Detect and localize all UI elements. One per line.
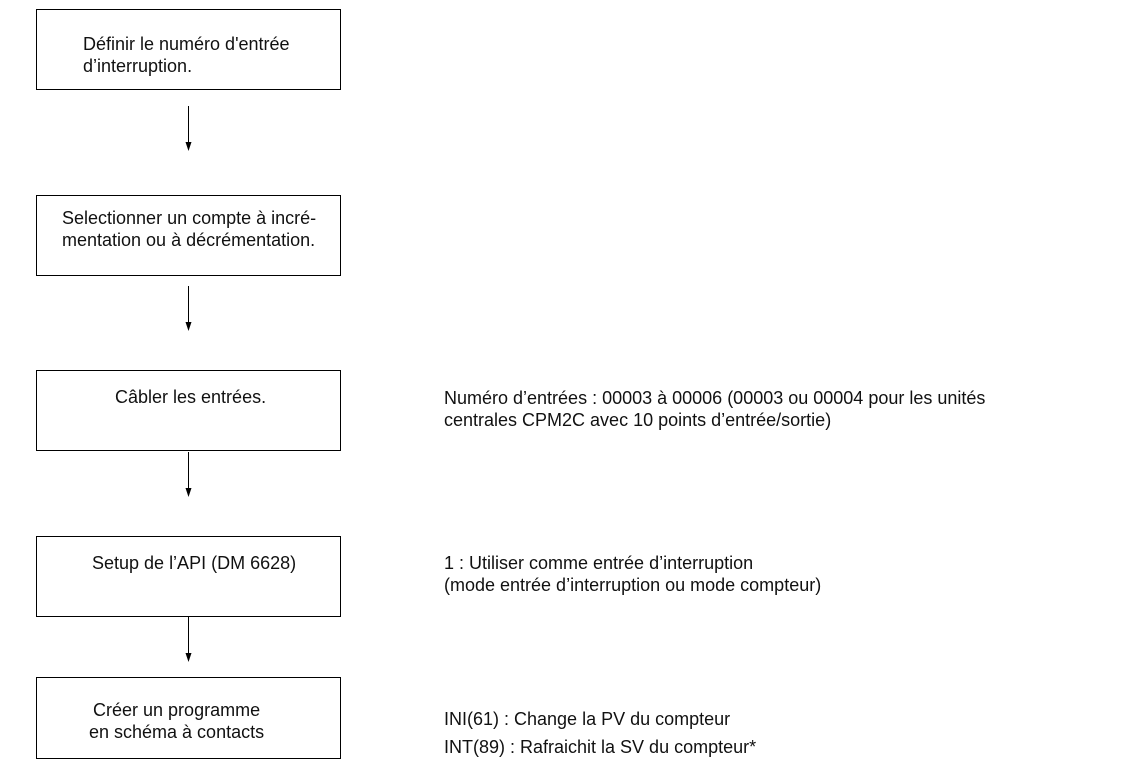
flow-arrow-4 (182, 617, 195, 662)
flow-arrow-3 (182, 452, 195, 497)
step-box-wire-inputs (36, 370, 341, 451)
flow-arrow-2 (182, 286, 195, 331)
step-label-plc-setup: Setup de l’API (DM 6628) (92, 553, 297, 573)
note-program-ini: INI(61) : Change la PV du compteur (444, 709, 731, 729)
step-label-define-interrupt-input: Définir le numéro d'entrée d’interruption. (83, 34, 290, 76)
note-wiring-input-numbers: Numéro d’entrées : 00003 à 00006 (00003 ou 00004 pour les unités centrales CPM2C avec 10 points d’entrée/sortie) (444, 388, 986, 430)
step-box-select-count-direction (36, 195, 341, 276)
step-box-plc-setup (36, 536, 341, 617)
flow-arrow-1 (182, 106, 195, 151)
note-program-int: INT(89) : Rafraichit la SV du compteur* (444, 737, 757, 757)
step-label-wire-inputs: Câbler les entrées. (115, 387, 267, 407)
step-label-select-count-direction: Selectionner un compte à incré- mentation ou à décrémentation. (62, 208, 317, 250)
step-box-create-ladder-program (36, 677, 341, 759)
note-setup-interrupt-mode: 1 : Utiliser comme entrée d’interruption (mode entrée d’interruption ou mode compteur) (444, 553, 822, 595)
step-box-define-interrupt-input (36, 9, 341, 90)
step-label-create-ladder-program: Créer un programme en schéma à contacts (89, 700, 265, 742)
